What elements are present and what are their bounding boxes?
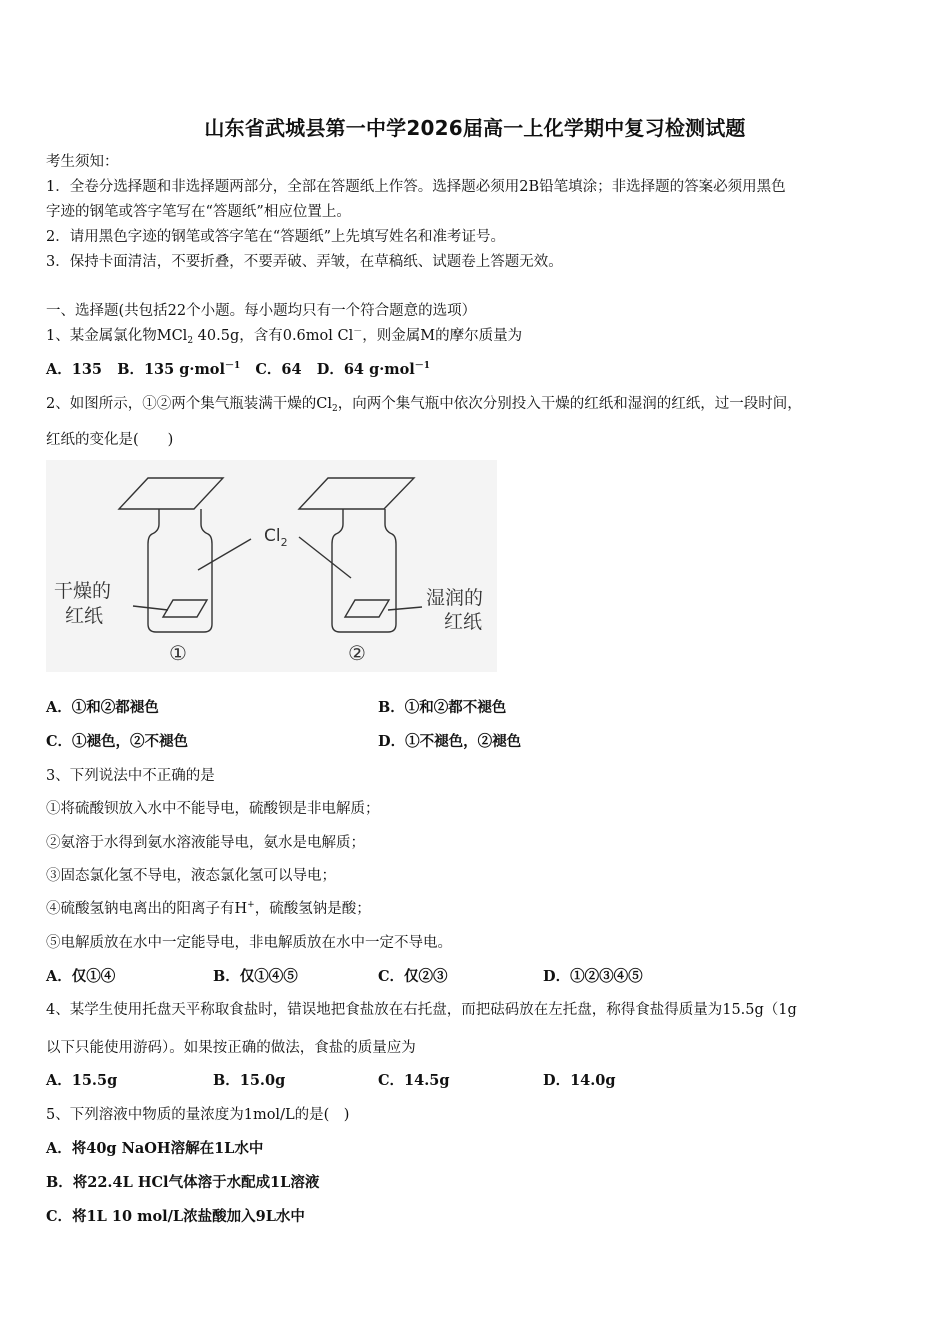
option-b: B．①和②都不褪色: [378, 699, 507, 716]
statement-4: ④硫酸氢钠电离出的阳离子有H+，硫酸氢钠是酸；: [46, 900, 371, 917]
dry-red-paper: [163, 600, 207, 617]
option-c: C．①褪色，②不褪色: [46, 733, 189, 750]
cl2-pointer-1: [198, 539, 251, 570]
question-3-stem: 3、下列说法中不正确的是: [46, 768, 215, 784]
statement-2: ②氨溶于水得到氨水溶液能导电，氨水是电解质；: [46, 835, 365, 851]
option-d: D．①②③④⑤: [543, 968, 643, 985]
wet-paper-label: 湿润的: [426, 587, 484, 609]
question-1-options: [46, 360, 430, 380]
notice-line: 3．保持卡面清洁，不要折叠，不要弄破、弄皱，在草稿纸、试题卷上答题无效。: [46, 254, 563, 270]
wet-paper-label: 红纸: [444, 611, 483, 633]
option-c: C．64: [255, 361, 302, 378]
wet-red-paper: [345, 600, 389, 617]
bottle-2-label: ②: [348, 641, 366, 665]
notice-line: 1．全卷分选择题和非选择题两部分，全部在答题纸上作答。选择题必须用2B铅笔填涂；非选择题的答案必须用黑色: [46, 179, 786, 195]
dry-paper-label: 干燥的: [54, 580, 112, 602]
option-a: A．①和②都褪色: [46, 699, 159, 716]
option-a: A．15.5g: [46, 1072, 118, 1089]
statement-3: ③固态氯化氢不导电，液态氯化氢可以导电；: [46, 868, 336, 884]
bottle-1: [148, 509, 212, 632]
question-1-stem: 1、某金属氯化物MCl$_2$ 40.5g，含有0.6mol Cl－，则金属M的摩尔质量为: [46, 327, 523, 346]
option-c: C．仅②③: [378, 968, 448, 985]
option-b: B．135 g·mol$^{-1}$: [117, 361, 241, 378]
cl2-pointer-2: [299, 537, 351, 578]
wet-label-pointer: [388, 607, 422, 610]
notice-line: 2．请用黑色字迹的钢笔或答字笔在“答题纸”上先填写姓名和准考证号。: [46, 229, 506, 245]
question-5-stem: 5、下列溶液中物质的量浓度为1mol/L的是( ): [46, 1107, 350, 1123]
option-c: C．14.5g: [378, 1072, 450, 1089]
page-title: 山东省武城县第一中学2026届高一上化学期中复习检测试题: [204, 116, 746, 140]
statement-5: ⑤电解质放在水中一定能导电，非电解质放在水中一定不导电。: [46, 935, 452, 951]
question-2-stem-line2: 红纸的变化是( ): [46, 432, 174, 448]
section-heading: 一、选择题(共包括22个小题。每小题均只有一个符合题意的选项）: [46, 303, 477, 319]
gas-bottle-figure: [46, 460, 497, 672]
option-a: A．仅①④: [46, 968, 116, 985]
option-b: B．将22.4L HCl气体溶于水配成1L溶液: [46, 1174, 320, 1191]
option-a: A．将40g NaOH溶解在1L水中: [46, 1140, 264, 1157]
question-4-stem: 4、某学生使用托盘天平称取食盐时，错误地把食盐放在右托盘，而把砝码放在左托盘，称得食盐得质量为15.5g（1g: [46, 1002, 797, 1018]
option-b: B．15.0g: [213, 1072, 286, 1089]
option-d: D．14.0g: [543, 1072, 616, 1089]
cl2-label: $Cl_2$: [264, 526, 288, 549]
bottle-1-label: ①: [169, 641, 187, 665]
option-c: C．将1L 10 mol/L浓盐酸加入9L水中: [46, 1208, 305, 1225]
question-4-stem-line2: 以下只能使用游码）。如果按正确的做法，食盐的质量应为: [46, 1040, 416, 1056]
option-a: A．135: [46, 361, 103, 378]
option-d: D．64 g·mol$^{-1}$: [316, 361, 431, 378]
dry-paper-label: 红纸: [65, 605, 104, 627]
cover-plate-1: [119, 478, 223, 509]
option-b: B．仅①④⑤: [213, 968, 298, 985]
question-2-stem: 2、如图所示，①②两个集气瓶装满干燥的$Cl_2$，向两个集气瓶中依次分别投入干燥的红纸和湿润的红纸，过一段时间，: [46, 396, 802, 414]
option-d: D．①不褪色，②褪色: [378, 733, 522, 750]
cover-plate-2: [299, 478, 414, 509]
dry-label-pointer: [133, 606, 168, 610]
notice-heading: 考生须知：: [46, 154, 119, 170]
notice-line: 字迹的钢笔或答字笔写在“答题纸”相应位置上。: [46, 204, 351, 220]
statement-1: ①将硫酸钡放入水中不能导电，硫酸钡是非电解质；: [46, 801, 380, 817]
